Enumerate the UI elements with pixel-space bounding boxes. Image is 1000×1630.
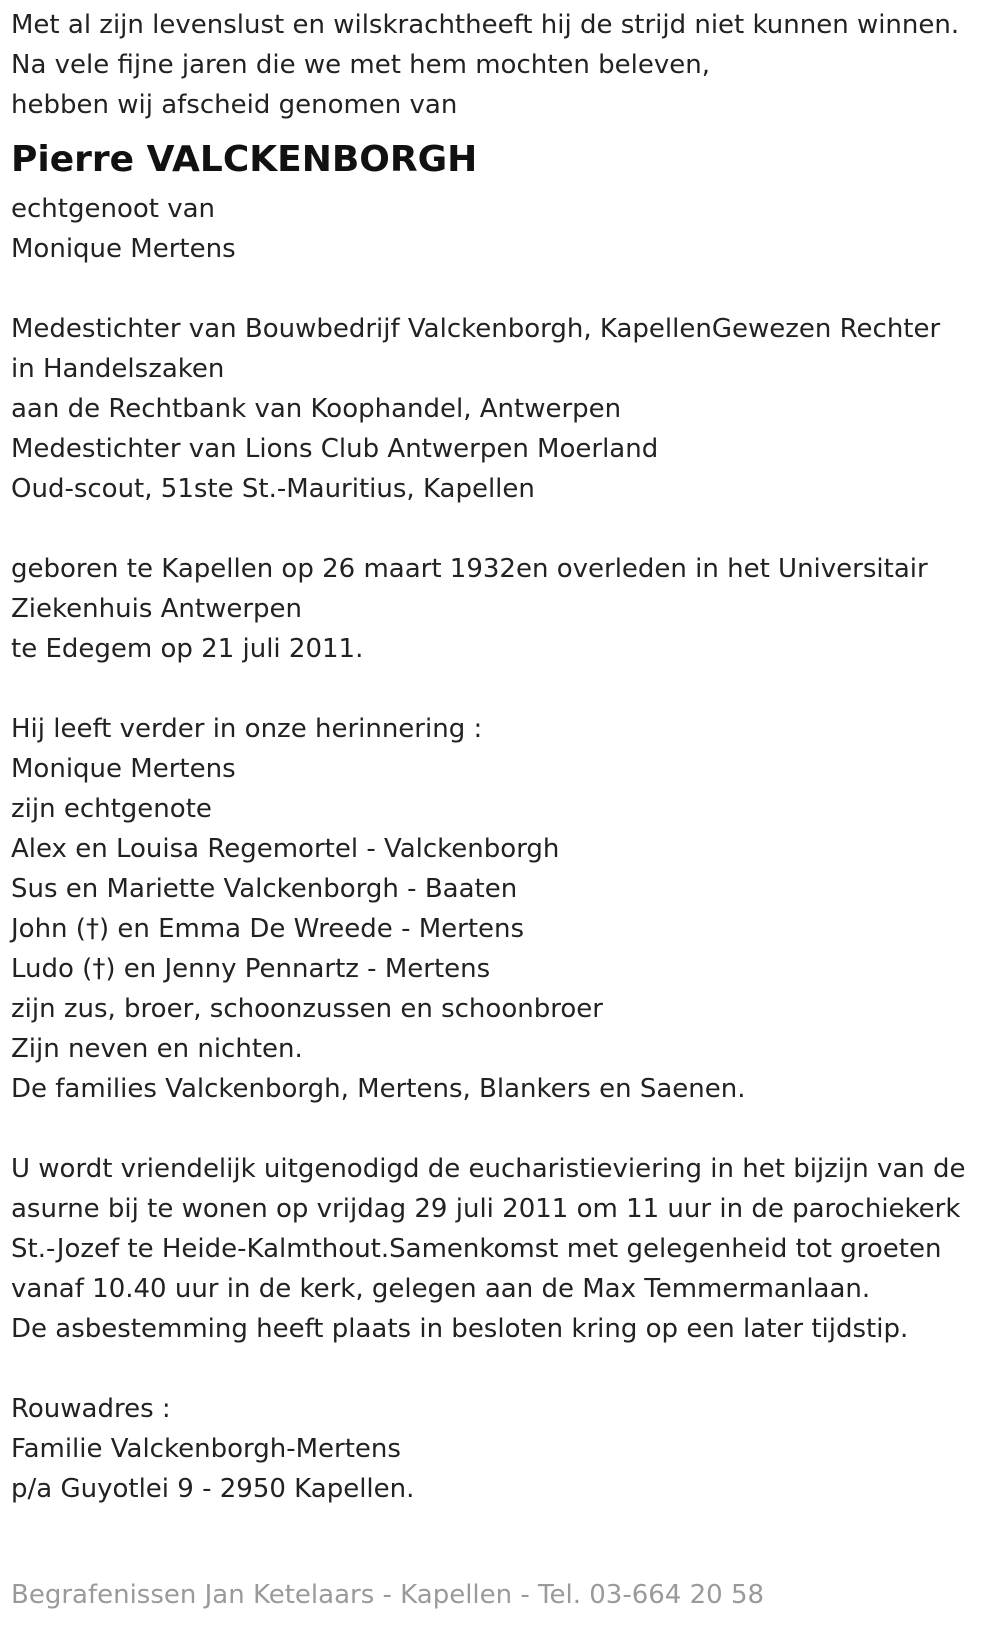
address-line: Rouwadres : — [11, 1394, 171, 1424]
role-line: Medestichter van Lions Club Antwerpen Moerland — [11, 434, 659, 464]
ceremony-line: De asbestemming heeft plaats in besloten kring op een later tijdstip. — [11, 1314, 909, 1344]
role-line: in Handelszaken — [11, 354, 225, 384]
family-line: Zijn neven en nichten. — [11, 1034, 303, 1064]
address-line: Familie Valckenborgh-Mertens — [11, 1434, 401, 1464]
family-line: Monique Mertens — [11, 754, 236, 784]
role-line: Oud-scout, 51ste St.-Mauritius, Kapellen — [11, 474, 535, 504]
address-line: p/a Guyotlei 9 - 2950 Kapellen. — [11, 1474, 415, 1504]
family-line: Alex en Louisa Regemortel - Valckenborgh — [11, 834, 560, 864]
intro-section — [11, 5, 991, 125]
spacer — [11, 269, 991, 309]
ceremony-line: St.-Jozef te Heide-Kalmthout.Samenkomst met gelegenheid tot groeten — [11, 1234, 942, 1264]
family-section — [11, 709, 991, 1109]
roles-section — [11, 309, 991, 509]
intro-line: Met al zijn levenslust en wilskrachtheeft hij de strijd niet kunnen winnen. — [11, 10, 960, 40]
obituary-text — [11, 5, 991, 1509]
spacer — [11, 509, 991, 549]
family-line: zijn zus, broer, schoonzussen en schoonbroer — [11, 994, 603, 1024]
ceremony-line: asurne bij te wonen op vrijdag 29 juli 2011 om 11 uur in de parochiekerk — [11, 1194, 961, 1224]
family-line: Ludo (†) en Jenny Pennartz - Mertens — [11, 954, 491, 984]
ceremony-line: U wordt vriendelijk uitgenodigd de eucharistieviering in het bijzijn van de — [11, 1154, 966, 1184]
spouse-section — [11, 189, 991, 269]
role-line: Medestichter van Bouwbedrijf Valckenborgh, KapellenGewezen Rechter — [11, 314, 941, 344]
ceremony-section — [11, 1149, 991, 1349]
spacer — [11, 1109, 991, 1149]
intro-line: hebben wij afscheid genomen van — [11, 90, 458, 120]
address-section — [11, 1389, 991, 1509]
dates-line: geboren te Kapellen op 26 maart 1932en overleden in het Universitair — [11, 554, 928, 584]
role-line: aan de Rechtbank van Koophandel, Antwerpen — [11, 394, 622, 424]
spacer — [11, 1349, 991, 1389]
spacer — [11, 669, 991, 709]
family-line: Hij leeft verder in onze herinnering : — [11, 714, 483, 744]
family-line: Sus en Mariette Valckenborgh - Baaten — [11, 874, 518, 904]
family-line: zijn echtgenote — [11, 794, 212, 824]
dates-line: Ziekenhuis Antwerpen — [11, 594, 303, 624]
family-line: De families Valckenborgh, Mertens, Blankers en Saenen. — [11, 1074, 746, 1104]
dates-section — [11, 549, 991, 669]
funeral-home-footer: Begrafenissen Jan Ketelaars - Kapellen - Tel. 03-664 20 58 — [11, 1580, 765, 1610]
dates-line: te Edegem op 21 juli 2011. — [11, 634, 364, 664]
ceremony-line: vanaf 10.40 uur in de kerk, gelegen aan de Max Temmermanlaan. — [11, 1274, 871, 1304]
spouse-line: echtgenoot van — [11, 194, 216, 224]
intro-line: Na vele fijne jaren die we met hem mochten beleven, — [11, 50, 711, 80]
spouse-line: Monique Mertens — [11, 234, 236, 264]
deceased-name: Pierre VALCKENBORGH — [11, 139, 478, 180]
family-line: John (†) en Emma De Wreede - Mertens — [11, 914, 525, 944]
